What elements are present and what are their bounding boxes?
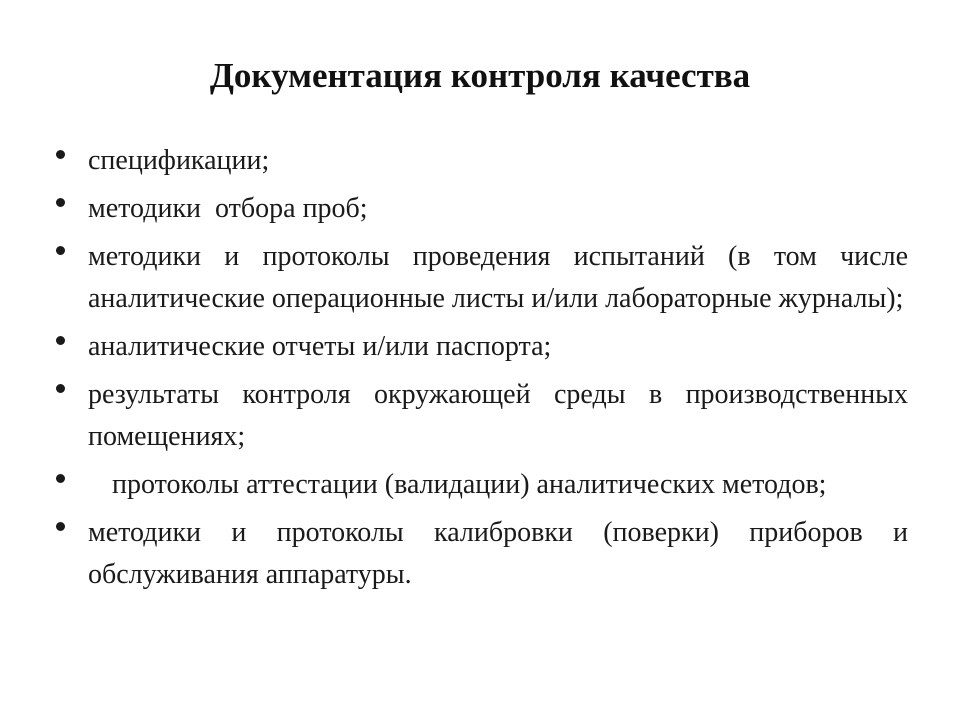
bullet-item-sampling-methods <box>56 188 908 230</box>
bullet-text: методики отбора проб; <box>88 193 368 224</box>
bullet-text: спецификации; <box>88 145 270 176</box>
bullet-text: методики и протоколы калибровки (поверки) приборов и обслуживания аппаратуры. <box>88 517 908 590</box>
bullet-item-analytical-reports <box>56 326 908 368</box>
bullet-item-testing-methods <box>56 236 908 320</box>
bullet-item-environment-control <box>56 374 908 458</box>
bullet-dot-icon <box>56 150 65 159</box>
bullet-dot-icon <box>56 246 65 255</box>
bullet-text: результаты контроля окружающей среды в производственных помещениях; <box>88 379 908 452</box>
bullet-dot-icon <box>56 198 65 207</box>
bullet-list <box>56 140 908 602</box>
bullet-item-calibration <box>56 512 908 596</box>
bullet-dot-icon <box>56 336 65 345</box>
bullet-item-method-validation <box>56 464 908 506</box>
bullet-dot-icon <box>56 522 65 531</box>
slide-title: Документация контроля качества <box>209 56 751 95</box>
bullet-text: аналитические отчеты и/или паспорта; <box>88 331 552 362</box>
bullet-dot-icon <box>56 474 65 483</box>
bullet-item-specifications <box>56 140 908 182</box>
bullet-text: методики и протоколы проведения испытаний (в том числе аналитические операционные листы и/или лабораторные журналы); <box>88 241 908 314</box>
bullet-dot-icon <box>56 384 65 393</box>
bullet-text: протоколы аттестации (валидации) аналитических методов; <box>112 469 827 500</box>
